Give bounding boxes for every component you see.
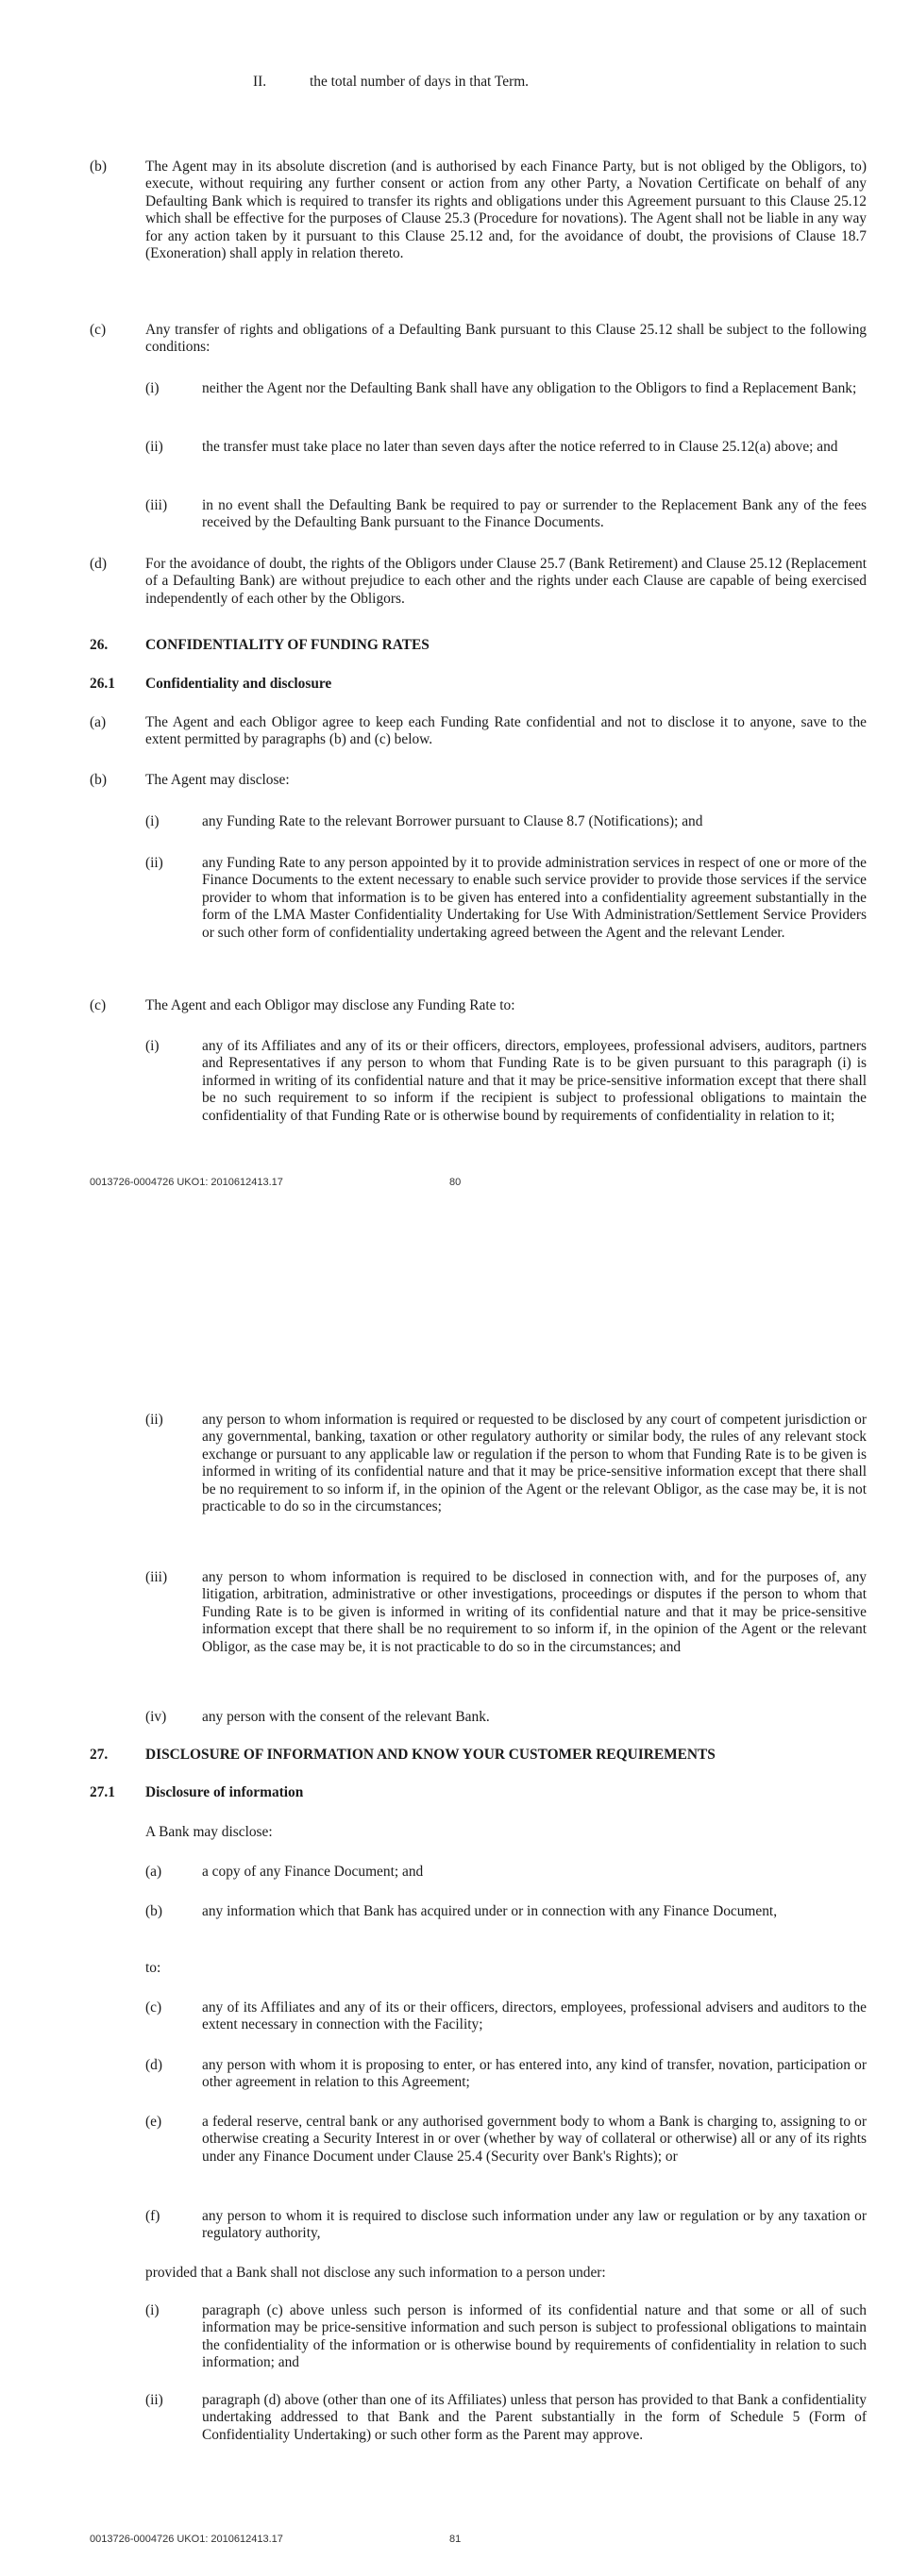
paragraph-c-text: The Agent and each Obligor may disclose any Funding Rate to: <box>145 997 515 1013</box>
list-item-text: the total number of days in that Term. <box>310 74 530 90</box>
subparagraph-label: (ii) <box>145 1412 163 1428</box>
document-page-81 <box>0 1378 910 2576</box>
provided-text: provided that a Bank shall not disclose any such information to a person under: <box>145 2265 606 2281</box>
paragraph-label-f: (f) <box>145 2208 160 2224</box>
paragraph-label-e: (e) <box>145 2114 162 2130</box>
subclause-number: 26.1 <box>90 676 115 692</box>
subparagraph-text: any Funding Rate to the relevant Borrower pursuant to Clause 8.7 (Notifications); and <box>202 813 703 829</box>
subparagraph-text: any of its Affiliates and any of its or their officers, directors, employees, professional advisers, auditors, partners and Representatives if any person to whom that Funding Rate is to be given pursuant to this paragraph (i) is informed in writing of its confidential nature and that it may be price-sensitive information except that there shall be no such requirement to so inform if the recipient is subject to professional obligations to maintain the confidentiality of that Funding Rate or is otherwise bound by requirements of confidentiality in relation to it; <box>202 1038 867 1124</box>
subparagraph-label: (i) <box>145 380 160 396</box>
clause-number: 27. <box>90 1747 109 1763</box>
proviso-label: (ii) <box>145 2392 163 2408</box>
paragraph-label-c: (c) <box>145 1999 162 2016</box>
paragraph-label-b: (b) <box>90 772 107 788</box>
subparagraph-text: any Funding Rate to any person appointed by it to provide administration services in respect of one or more of the Finance Documents to the extent necessary to enable such service provider to provide those services if the service provider to whom that information is to be given has entered into a confidentiality agreement substantially in the form of the LMA Master Confidentiality Undertaking for Use With Administration/Settlement Service Providers or such other form of confidentiality undertaking agreed between the Agent and the relevant Lender. <box>202 855 867 941</box>
paragraph-e-text: a federal reserve, central bank or any authorised government body to whom a Bank is charging to, assigning to or otherwise creating a Security Interest in or over (whether by way of collateral or otherwise) all or any of its rights under any Finance Document under Clause 25.4 (Security over Bank's Rights); or <box>202 2114 867 2165</box>
subparagraph-label: (iv) <box>145 1709 167 1725</box>
paragraph-a-text: a copy of any Finance Document; and <box>202 1864 424 1880</box>
proviso-text: paragraph (c) above unless such person is informed of its confidential nature and that some or all of such information may be price-sensitive information and such person is subject to professional obligations to maintain the confidentiality of the information or is otherwise bound by requirements of confidentiality in relation to such information; and <box>202 2302 867 2371</box>
paragraph-label-a: (a) <box>90 714 107 730</box>
paragraph-b-text: any information which that Bank has acquired under or in connection with any Finance Document, <box>202 1903 778 1919</box>
clause-heading: CONFIDENTIALITY OF FUNDING RATES <box>145 637 430 653</box>
paragraph-label-a: (a) <box>145 1864 162 1880</box>
subparagraph-label: (i) <box>145 813 160 829</box>
proviso-text: paragraph (d) above (other than one of its Affiliates) unless that person has provided to that Bank a confidentiality undertaking addressed to that Bank and the Parent substantially in the form of Schedule 5 (Form of Confidentiality Undertaking) or such other form as the Parent may approve. <box>202 2392 867 2443</box>
paragraph-b-text: The Agent may in its absolute discretion (and is authorised by each Finance Party, but is not obliged by the Obligors, to) execute, without requiring any further consent or action from any other Party, a Novation Certificate on behalf of any Defaulting Bank which is required to transfer its rights and obligations under this Agreement pursuant to this Clause 25.12 which shall be effective for the purposes of Clause 25.3 (Procedure for novations). The Agent shall not be liable in any way for any action taken by it pursuant to this Clause 25.12 and, for the avoidance of doubt, the provisions of Clause 18.7 (Exoneration) shall apply in relation thereto. <box>145 159 867 262</box>
subparagraph-text: neither the Agent nor the Defaulting Bank shall have any obligation to the Obligors to find a Replacement Bank; <box>202 380 857 396</box>
footer-reference: 0013726-0004726 UKO1: 2010612413.17 <box>90 1177 283 1188</box>
subparagraph-label: (iii) <box>145 497 168 513</box>
paragraph-label-c: (c) <box>90 322 107 338</box>
subparagraph-label: (ii) <box>145 439 163 455</box>
subparagraph-text: the transfer must take place no later than seven days after the notice referred to in Clause 25.12(a) above; and <box>202 439 838 455</box>
paragraph-b-text: The Agent may disclose: <box>145 772 290 788</box>
paragraph-label-b: (b) <box>90 159 107 175</box>
paragraph-a-text: The Agent and each Obligor agree to keep each Funding Rate confidential and not to disclose it to anyone, save to the extent permitted by paragraphs (b) and (c) below. <box>145 714 867 748</box>
paragraph-d-text: For the avoidance of doubt, the rights of the Obligors under Clause 25.7 (Bank Retirement) and Clause 25.12 (Replacement of a Defaulting Bank) are without prejudice to each other and the rights under each Clause are capable of being exercised independently of each other by the Obligors. <box>145 556 867 607</box>
to-text: to: <box>145 1960 161 1976</box>
subparagraph-text: any person to whom information is required or requested to be disclosed by any court of competent jurisdiction or any governmental, banking, taxation or other regulatory authority or similar body, the rules of any relevant stock exchange or pursuant to any applicable law or regulation if the person to whom that Funding Rate is to be given is informed in writing of its confidential nature and that it may be price-sensitive information except that there shall be no requirement to so inform if, in the opinion of the Agent or the relevant Obligor, as the case may be, it is not practicable to do so in the circumstances; <box>202 1412 867 1515</box>
subparagraph-text: in no event shall the Defaulting Bank be required to pay or surrender to the Replacement Bank any of the fees received by the Defaulting Bank pursuant to the Finance Documents. <box>202 497 867 531</box>
paragraph-f-text: any person to whom it is required to disclose such information under any law or regulation or by any taxation or regulatory authority, <box>202 2208 867 2242</box>
proviso-label: (i) <box>145 2302 160 2318</box>
roman-numeral-label: II. <box>253 74 267 90</box>
subparagraph-text: any person with the consent of the relevant Bank. <box>202 1709 490 1725</box>
paragraph-c-text: Any transfer of rights and obligations of a Defaulting Bank pursuant to this Clause 25.12 shall be subject to the following conditions: <box>145 322 867 356</box>
clause-number: 26. <box>90 637 109 653</box>
paragraph-label-d: (d) <box>145 2057 162 2073</box>
subparagraph-label: (i) <box>145 1038 160 1054</box>
subclause-heading: Disclosure of information <box>145 1784 304 1800</box>
paragraph-d-text: any person with whom it is proposing to enter, or has entered into, any kind of transfer, novation, participation or other agreement in relation to this Agreement; <box>202 2057 867 2091</box>
subparagraph-label: (iii) <box>145 1569 168 1585</box>
paragraph-c-text: any of its Affiliates and any of its or their officers, directors, employees, professional advisers and auditors to the extent necessary in connection with the Facility; <box>202 1999 867 2033</box>
paragraph-label-d: (d) <box>90 556 107 572</box>
intro-text: A Bank may disclose: <box>145 1824 273 1840</box>
document-page-80 <box>0 0 910 1227</box>
page-number: 81 <box>449 2534 462 2545</box>
subparagraph-text: any person to whom information is required to be disclosed in connection with, and for the purposes of, any litigation, arbitration, administrative or other investigations, proceedings or disputes if the person to whom that Funding Rate is to be given is informed in writing of its confidential nature and that it may be price-sensitive information except that there shall be no requirement to so inform if, in the opinion of the Agent or the relevant Obligor, as the case may be, it is not practicable to do so in the circumstances; and <box>202 1569 867 1655</box>
clause-heading: DISCLOSURE OF INFORMATION AND KNOW YOUR CUSTOMER REQUIREMENTS <box>145 1747 716 1763</box>
subparagraph-label: (ii) <box>145 855 163 871</box>
page-number: 80 <box>449 1177 462 1188</box>
paragraph-label-c: (c) <box>90 997 107 1013</box>
paragraph-label-b: (b) <box>145 1903 162 1919</box>
subclause-number: 27.1 <box>90 1784 115 1800</box>
subclause-heading: Confidentiality and disclosure <box>145 676 332 692</box>
footer-reference: 0013726-0004726 UKO1: 2010612413.17 <box>90 2534 283 2545</box>
